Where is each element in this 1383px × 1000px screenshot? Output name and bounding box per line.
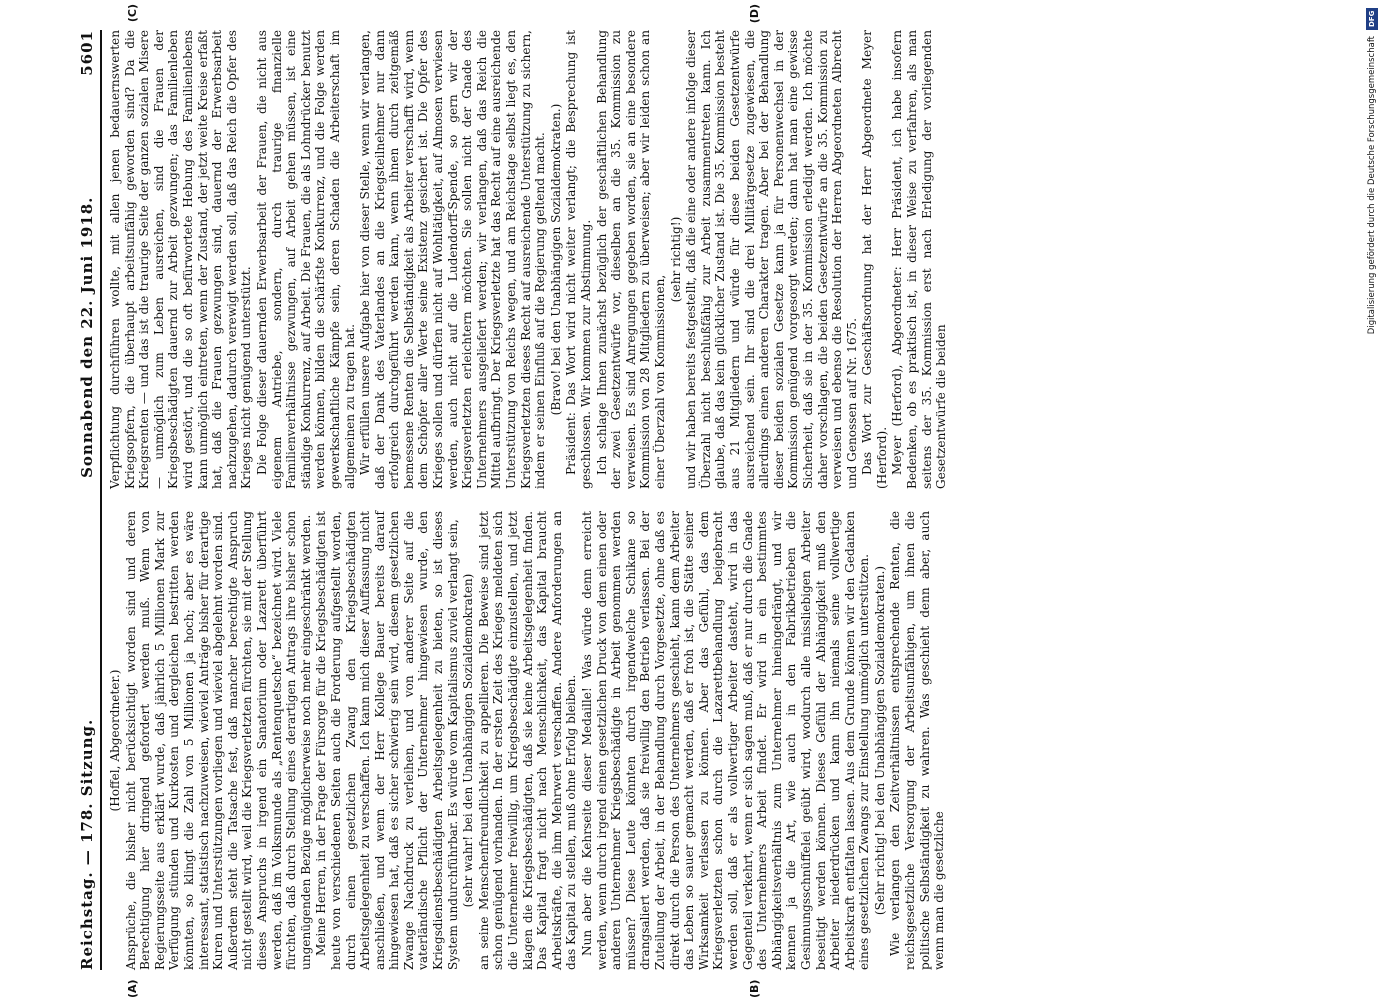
margin-marker-d: (D) — [748, 4, 761, 24]
column-right — [108, 4, 1320, 489]
paragraph: Wir erfüllen unsere Aufgabe hier von dieser Stelle, wenn wir verlangen, daß der Dank des Vaterlandes an die Kriegsteilnehmer nur dann erfolgreich durchgeführt werden kann, wenn ihnen durch zeitgemäß bemessene Renten die Selbständigkeit als Arbeiter verschafft wird, wenn dem Schöpfer aller Werte seine Existenz gesichert ist. Die Opfer des Krieges sollen und dürfen nicht auf Wohltätigkeit, auf Almosen verwiesen werden, auch nicht auf die Ludendorff-Spende, so gern wir der Kriegsverletzten erleichtern möchten. Sie sollen nicht der Gnade des Unternehmers ausgeliefert werden; wir verlangen, daß das Reich die Mittel aufbringt. Der Kriegsverletzte hat das Recht auf eine ausreichende Unterstützung von Reichs wegen, und am Reichstage selbst liegt es, den Kriegsverletzten dieses Recht auf ausreichende Unterstützung zu sichern, indem er seinen Einfluß auf die Regierung geltend macht. — [358, 30, 548, 489]
margin-marker-c: (C) — [126, 4, 139, 23]
interjection: (sehr wahr! bei den Unabhängigen Sozialdemokraten) — [461, 573, 476, 908]
margin-marker-b: (B) — [748, 979, 761, 998]
interjection: (sehr richtig!) — [668, 216, 683, 303]
paragraph: und wir haben bereits festgestellt, daß die eine oder andere infolge dieser Überzahl nicht beschlußfähig zur Arbeit zusammentreten kann. Ich glaube, daß das kein glücklicher Zustand ist. Die 35. Kommission besteht aus 21 Mitgliedern und würde für diese beiden Gesetzentwürfe ausreichend sein. Ihr sind die drei Militärgesetze zugewiesen, die allerdings einen anderen Charakter tragen. Aber bei der Behandlung dieser beiden sozialen Gesetze kann ja für Personenwechsel in der Kommission genügend vorgesorgt werden; dann hat man eine gewisse Sicherheit, daß sie in der 35. Kommission erledigt werden. Ich möchte daher vorschlagen, die beiden Gesetzentwürfe an die 35. Kommission zu verweisen und ebenso die Resolution der Herren Abgeordneten Albrecht und Genossen auf Nr. 1675. — [684, 30, 859, 489]
header-left: Reichstag. — 178. Sitzung. — [78, 718, 96, 970]
funding-note: Digitalisierung gefördert durch die Deutsche Forschungsgemeinschaft — [1367, 36, 1377, 335]
paragraph: Verpflichtung durchführen wollte, mit allen jenen bedauernswerten Kriegsopfern, die überhaupt arbeitsunfähig geworden sind? Da die Kriegsrenten — und das ist die traurige Seite der ganzen sozialen Misere — unmöglich zum Leben ausreichen, sind die Frauen der Kriegsbeschädigten dauernd zur Arbeit gezwungen; das Familienleben wird gestört, und die so oft befürwortete Hebung des Familienlebens kann unmöglich eintreten, wenn der Zustand, der jetzt weite Kreise erfaßt hat, daß die Frauen gezwungen sind, dauernd der Erwerbsarbeit nachzugehen, dadurch verewigt werden soll, daß das Reich die Opfer des Krieges nicht genügend unterstützt. — [108, 30, 254, 489]
column-left — [108, 511, 1320, 998]
paragraph: Ich schlage Ihnen zunächst bezüglich der geschäftlichen Behandlung der zwei Gesetzentwürfe vor, dieselben an die 35. Kommission zu verweisen. Es sind Anregungen gegeben worden, sie an eine besondere Kommission von 28 Mitgliedern zu überweisen; aber wir leiden schon an einer Überzahl von Kommissionen, — [594, 30, 667, 489]
text-columns — [108, 4, 1320, 998]
paragraph: Meyer (Herford), Abgeordneter: Herr Präsident, ich habe insofern Bedenken, ob es praktisch ist, in dieser Weise zu verfahren, als man seitens der 35. Kommission erst nach Erledigung der vorliegenden Gesetzentwürfe die beiden — [890, 30, 949, 489]
dfg-logo: DFG — [1366, 8, 1378, 30]
digitization-sidebar — [1365, 8, 1379, 778]
paragraph: Präsident: Das Wort wird nicht weiter verlangt; die Besprechung ist geschlossen. Wir kommen zur Abstimmung. — [564, 30, 593, 489]
speaker-line: (Hoffel, Abgeordneter.) — [108, 669, 122, 812]
page-header — [60, 30, 102, 970]
paragraph: an seine Menschenfreundlichkeit zu appellieren. Die Beweise sind jetzt schon genügend vorhanden. In der ersten Zeit des Krieges meldeten sich die Unternehmer freiwillig, um Kriegsbeschädigte einzustellen, und jetzt klagen die Kriegsbeschädigten, daß sie keine Arbeitsgelegenheit finden. Das Kapital fragt nicht nach Menschlichkeit, das Kapital braucht Arbeitskräfte, die ihm Mehrwert verschaffen. Andere Anforderungen an das Kapital zu stellen, muß ohne Erfolg bleiben. — [476, 511, 579, 970]
interjection: (Sehr richtig! bei den Unabhängigen Sozialdemokraten.) — [872, 565, 887, 916]
paragraph: Nun aber die Kehrseite dieser Medaille! Was würde denn erreicht werden, wenn durch irgend einen gesetzlichen Druck von dem einen oder anderen Unternehmer Kriegsbeschädigte in Arbeit genommen werden müssen? Diese Leute könnten durch irgendwelche Schikane so drangsaliert werden, daß sie freiwillig den Betrieb verlassen. Bei der Zuteilung der Arbeit, in der Behandlung durch Vorgesetzte, ohne daß es direkt durch die Person des Unternehmers geschieht, kann dem Arbeiter das Leben so sauer gemacht werden, daß er froh ist, die Stätte seiner Wirksamkeit verlassen zu können. Aber das Gefühl, das dem Kriegsverletzten schon durch die Lazarettbehandlung beigebracht werden soll, daß er als vollwertiger Arbeiter dasteht, wird in das Gegenteil verkehrt, wenn er sich sagen muß, daß er nur durch die Gnade des Unternehmers Arbeit findet. Er wird in ein bestimmtes Abhängigkeitsverhältnis zum Unternehmer hineingedrängt, und wir kennen ja die Art, wie auch in den Fabrikbetrieben die Gesinnungsschnüffelei geübt wird, wodurch alle missliebigen Arbeiter beseitigt werden können. Dieses Gefühl der Abhängigkeit muß den Arbeiter niederdrücken und kann ihn niemals seine vollwertige Arbeitskraft entfalten lassen. Aus dem Grunde können wir den Gedanken eines gesetzlichen Zwangs zur Einstellung unmöglich unterstützen. — [580, 511, 872, 970]
header-date: Sonnabend den 22. Juni 1918. — [78, 196, 96, 478]
page-number: 5601 — [78, 30, 96, 76]
document-page — [60, 4, 1320, 998]
paragraph: Ansprüche, die bisher nicht berücksichtigt worden sind und deren Berechtigung hier dringend gefordert werden muß. Wenn von Regierungsseite aus erklärt wurde, daß jährlich 5 Millionen Mark zur Verfügung stünden und Kurkosten und dergleichen bestritten werden könnten, so klingt die Zahl von 5 Millionen ja hoch; aber es wäre interessant, statistisch nachzuweisen, wieviel Anträge bisher für derartige Kuren und Unterstützungen vorliegen und wieviel abgelehnt worden sind. Außerdem steht die Tatsache fest, daß mancher berechtigte Anspruch nicht gestellt wird, weil die Kriegsverletzten fürchten, sie mit der Stellung dieses Anspruchs in irgend ein Sanatorium oder Lazarett überführt werden, daß im Volksmunde als „Rentenquetsche“ bezeichnet wird. Viele fürchten, daß durch Stellung eines derartigen Antrags ihre bisher schon ungenügenden Bezüge möglicherweise noch mehr eingeschränkt werden. — [123, 511, 313, 970]
paragraph: Das Wort zur Geschäftsordnung hat der Herr Abgeordnete Meyer (Herford). — [860, 30, 889, 489]
interjection: (Bravo! bei den Unabhängigen Sozialdemokraten.) — [548, 103, 563, 416]
margin-marker-a: (A) — [126, 979, 139, 998]
paragraph: Die Folge dieser dauernden Erwerbsarbeit der Frauen, die nicht aus eigenem Antriebe, sondern, durch traurige finanzielle Familienverhältnisse gezwungen, auf Arbeit gehen müssen, ist eine ständige Konkurrenz, auf Arbeit. Die Frauen, die als Lohndrücker benutzt werden können, bilden die schärfste Konkurrenz, und die Folge werden gewerkschaftliche Kämpfe sein, deren Schaden die Arbeiterschaft im allgemeinen zu tragen hat. — [254, 30, 357, 489]
paragraph: Wie verlangen den Zeitverhältnissen entsprechende Renten, die reichsgesetzliche Versorgung der Arbeitsunfähigen, um ihnen die politische Selbständigkeit zu wahren. Was geschieht denn aber, auch wenn man die gesetzliche — [888, 511, 947, 970]
paragraph: Meine Herren, in der Frage der Fürsorge für die Kriegsbeschädigten ist heute von verschiedenen Seiten auch die Forderung aufgestellt worden, durch einen gesetzlichen Zwang den Kriegsbeschädigten Arbeitsgelegenheit zu verschaffen. Ich kann mich dieser Auffassung nicht anschließen, und wenn der Herr Kollege Bauer bereits darauf hingewiesen hat, daß es sicher schwierig sein wird, diesem gesetzlichen Zwange Nachdruck zu verleihen, und von anderer Seite auf die vaterländische Pflicht der Unternehmer hingewiesen wurde, den Kriegsdienstbeschädigten Arbeitsgelegenheit zu bieten, so ist dieses System undurchführbar. Es würde vom Kapitalismus zuviel verlangt sein, — [314, 511, 460, 970]
